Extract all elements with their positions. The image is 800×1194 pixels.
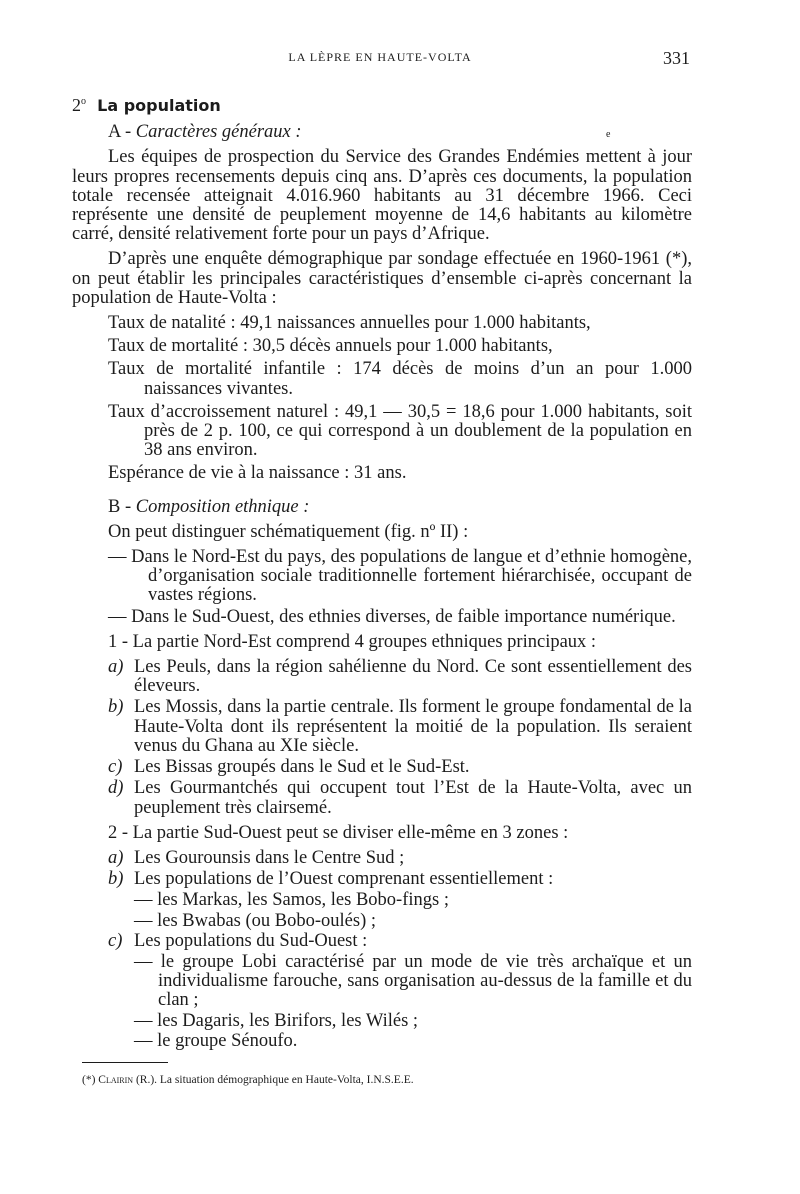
group-heading: 2 - La partie Sud-Ouest peut se diviser elle-même en 3 zones : bbox=[108, 822, 569, 843]
item-letter: d) bbox=[108, 778, 124, 799]
group-heading: 1 - La partie Nord-Est comprend 4 groupes ethniques principaux : bbox=[108, 631, 597, 652]
sub-dash-item: — le groupe Sénoufo. bbox=[134, 1030, 298, 1051]
item-letter: a) bbox=[108, 847, 124, 868]
item-text: Les populations de l’Ouest comprenant essentiellement : bbox=[134, 869, 554, 890]
item-text: Les Peuls, dans la région sahélienne du Nord. Ce sont essentiellement des éleveurs. bbox=[134, 657, 692, 697]
list-item bbox=[72, 698, 692, 756]
dash-item: — Dans le Sud-Ouest, des ethnies diverses, de faible importance numérique. bbox=[108, 606, 676, 627]
paragraph: D’après une enquête démographique par sondage effectuée en 1960-1961 (*), on peut établir les principales caractéristiques d’ensemble ci-après concernant la population de Haute-Volta : bbox=[72, 249, 692, 308]
footnote-author: Clairin (R.). bbox=[98, 1074, 158, 1086]
sub-dash-item: — les Bwabas (ou Bobo-oulés) ; bbox=[134, 910, 377, 931]
item-letter: b) bbox=[108, 869, 124, 890]
stat-line: Espérance de vie à la naissance : 31 ans. bbox=[108, 463, 407, 484]
subsection-a-label: A - bbox=[108, 122, 136, 143]
footnote-text: La situation démographique en Haute-Volta, I.N.S.E.E. bbox=[159, 1074, 414, 1086]
item-text: Les populations du Sud-Ouest : bbox=[134, 930, 368, 951]
dash-item: — Dans le Nord-Est du pays, des populations de langue et d’ethnie homogène, d’organisation sociale traditionnelle fortement hiérarchisée, occupant de vastes régions. bbox=[108, 547, 692, 606]
stat-line: Taux de mortalité : 30,5 décès annuels pour 1.000 habitants, bbox=[108, 336, 553, 357]
running-title: LA LÈPRE EN HAUTE-VOLTA bbox=[288, 50, 472, 64]
stat-line: Taux de natalité : 49,1 naissances annuelles pour 1.000 habitants, bbox=[108, 313, 591, 334]
section-number: 2 bbox=[72, 95, 81, 115]
item-text: Les Mossis, dans la partie centrale. Ils forment le groupe fondamental de la Haute-Volta dont ils représentent la moitié de la population. Ils seraient venus du Ghana au XIe siècle. bbox=[134, 697, 692, 756]
section-title: La population bbox=[97, 96, 221, 115]
page-header bbox=[70, 50, 690, 72]
list-item bbox=[72, 870, 692, 889]
subsection-a-title: Caractères généraux : bbox=[135, 122, 302, 143]
item-text: Les Gourounsis dans le Centre Sud ; bbox=[134, 847, 405, 868]
item-text: Les Bissas groupés dans le Sud et le Sud-Est. bbox=[134, 757, 470, 778]
item-letter: b) bbox=[108, 697, 124, 718]
item-text: Les Gourmantchés qui occupent tout l’Est de la Haute-Volta, avec un peuplement très clairsemé. bbox=[134, 778, 692, 818]
stat-line: Taux de mortalité infantile : 174 décès de moins d’un an pour 1.000 naissances vivantes. bbox=[108, 359, 692, 399]
sub-dash-item: — le groupe Lobi caractérisé par un mode de vie très archaïque et un individualisme farouche, sans organisation au-dessus de la famille et du clan ; bbox=[134, 951, 692, 1011]
item-letter: c) bbox=[108, 930, 123, 951]
paragraph: Les équipes de prospection du Service des Grandes Endémies mettent à jour leurs propres recensements depuis cinq ans. D’après ces documents, la population totale recensée atteignait 4.016.960 habitants au 31 décembre 1966. Ceci représente une densité de peuplement moyenne de 14,6 habitants au kilomètre carré, densité relativement forte pour un pays d’Afrique. bbox=[72, 147, 692, 245]
list-item bbox=[72, 758, 692, 777]
intro-line: On peut distinguer schématiquement (fig. nº II) : bbox=[108, 521, 469, 542]
list-item bbox=[72, 779, 692, 817]
list-item bbox=[72, 849, 692, 868]
section-number-sup: o bbox=[81, 96, 86, 107]
footnote bbox=[82, 1074, 414, 1086]
subsection-b-title: Composition ethnique : bbox=[135, 496, 310, 517]
body-text bbox=[72, 92, 692, 1052]
subsection-b-label: B - bbox=[108, 496, 136, 517]
footnote-marker: (*) bbox=[82, 1074, 96, 1086]
stray-mark: e bbox=[606, 129, 611, 140]
sub-dash-item: — les Dagaris, les Birifors, les Wilés ; bbox=[134, 1010, 419, 1031]
sub-dash-item: — les Markas, les Samos, les Bobo-fings ; bbox=[134, 890, 449, 911]
footnote-rule bbox=[82, 1062, 168, 1063]
item-letter: c) bbox=[108, 757, 123, 778]
section-heading bbox=[72, 92, 692, 115]
list-item bbox=[72, 658, 692, 696]
stat-line: Taux d’accroissement naturel : 49,1 — 30,5 = 18,6 pour 1.000 habitants, soit près de 2 p. 100, ce qui correspond à un doublement de la population en 38 ans environ. bbox=[108, 401, 692, 461]
subsection-b-heading bbox=[72, 498, 692, 517]
page-number: 331 bbox=[663, 48, 690, 68]
list-item bbox=[72, 932, 692, 951]
subsection-a-heading bbox=[72, 123, 692, 142]
item-letter: a) bbox=[108, 657, 124, 678]
